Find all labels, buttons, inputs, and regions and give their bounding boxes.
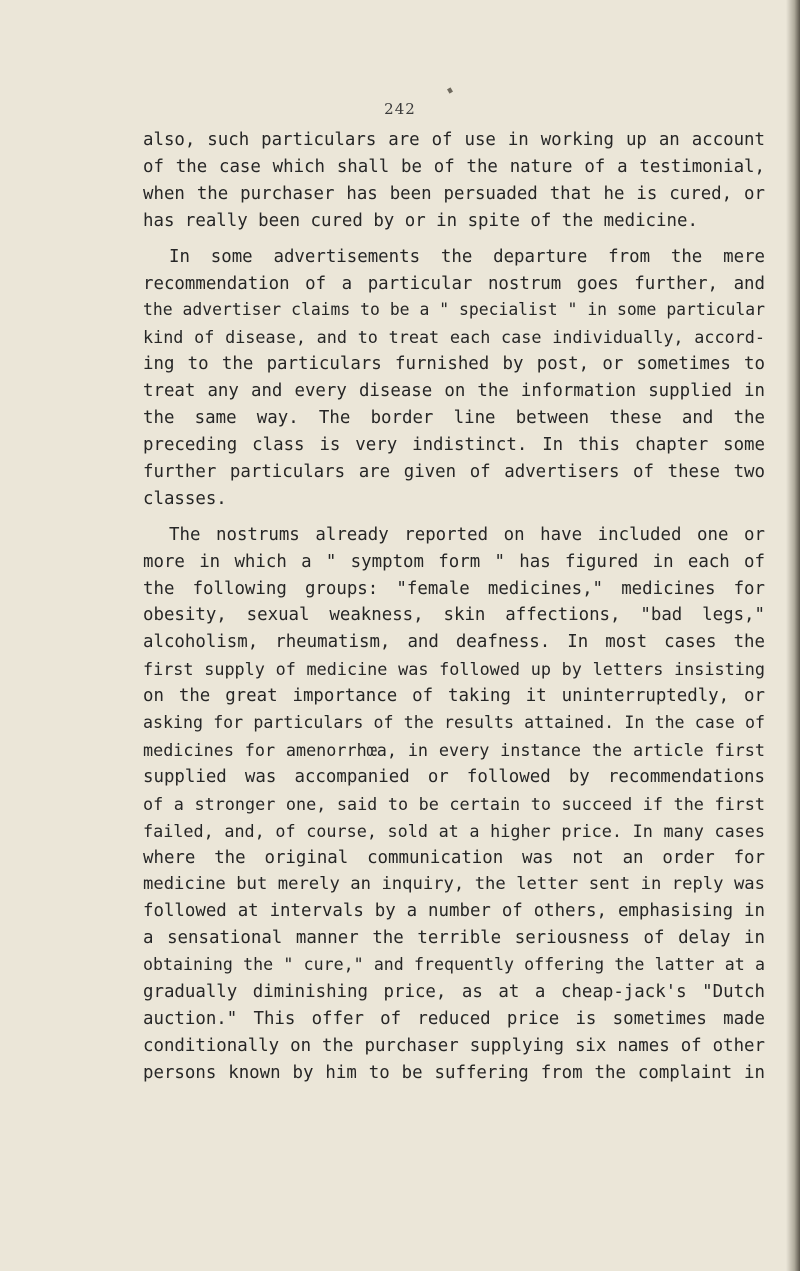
text-line: classes. <box>143 488 227 509</box>
paragraph-gap <box>143 235 765 244</box>
text-line: persons known by him to be suffering from the complaint in <box>143 1062 765 1083</box>
text-line: auction." This offer of reduced price is sometimes made <box>143 1009 765 1029</box>
text-line: a sensational manner the terrible seriousness of delay in <box>143 928 765 949</box>
text-line: when the purchaser has been persuaded that he is cured, or <box>143 183 765 204</box>
text-line: recommendation of a particular nostrum goes further, and <box>143 273 765 294</box>
text-line: obesity, sexual weakness, skin affections, "bad legs," <box>143 605 765 626</box>
text-line: medicines for amenorrhœa, in every instance the article first <box>143 739 765 760</box>
paragraph <box>143 522 765 1087</box>
text-line: conditionally on the purchaser supplying six names of other <box>143 1035 765 1056</box>
text-line: treat any and every disease on the information supplied in <box>143 381 765 402</box>
text-line: of a stronger one, said to be certain to succeed if the first <box>143 793 765 814</box>
text-line: supplied was accompanied or followed by recommendations <box>143 766 765 787</box>
text-line: further particulars are given of advertisers of these two <box>143 461 765 482</box>
text-line: ing to the particulars furnished by post, or sometimes to <box>143 354 765 375</box>
text-line: medicine but merely an inquiry, the letter sent in reply was <box>143 874 765 895</box>
text-line: The nostrums already reported on have included one or <box>169 524 765 545</box>
text-line: first supply of medicine was followed up by letters insisting <box>143 659 765 680</box>
paragraph-gap <box>143 513 765 522</box>
text-line: has really been cured by or in spite of the medicine. <box>143 210 698 231</box>
text-line: failed, and, of course, sold at a higher price. In many cases <box>143 820 765 841</box>
text-line: followed at intervals by a number of others, emphasising in <box>143 901 765 922</box>
text-line: on the great importance of taking it uninterruptedly, or <box>143 686 765 707</box>
page-edge-shadow <box>786 0 800 1271</box>
text-line: gradually diminishing price, as at a cheap-jack's "Dutch <box>143 982 765 1003</box>
text-line: preceding class is very indistinct. In this chapter some <box>143 434 765 455</box>
text-line: the same way. The border line between these and the <box>143 408 765 429</box>
text-line: where the original communication was not an order for <box>143 847 765 868</box>
paragraph <box>143 127 765 235</box>
text-line: of the case which shall be of the nature of a testimonial, <box>143 156 765 177</box>
text-line: alcoholism, rheumatism, and deafness. In most cases the <box>143 632 765 653</box>
text-line: In some advertisements the departure from the mere <box>169 246 765 267</box>
text-line: also, such particulars are of use in working up an account <box>143 130 765 150</box>
ink-mark <box>447 87 453 93</box>
page-number: 242 <box>384 100 416 118</box>
text-line: the advertiser claims to be a " specialist " in some particular <box>143 300 765 320</box>
text-line: asking for particulars of the results attained. In the case of <box>143 713 765 733</box>
text-line: more in which a " symptom form " has figured in each of <box>143 551 765 572</box>
paragraph <box>143 244 765 513</box>
body-text <box>143 127 765 1087</box>
text-line: the following groups: "female medicines," medicines for <box>143 578 765 599</box>
text-line: kind of disease, and to treat each case individually, accord- <box>143 327 765 348</box>
text-line: obtaining the " cure," and frequently offering the latter at a <box>143 955 765 975</box>
